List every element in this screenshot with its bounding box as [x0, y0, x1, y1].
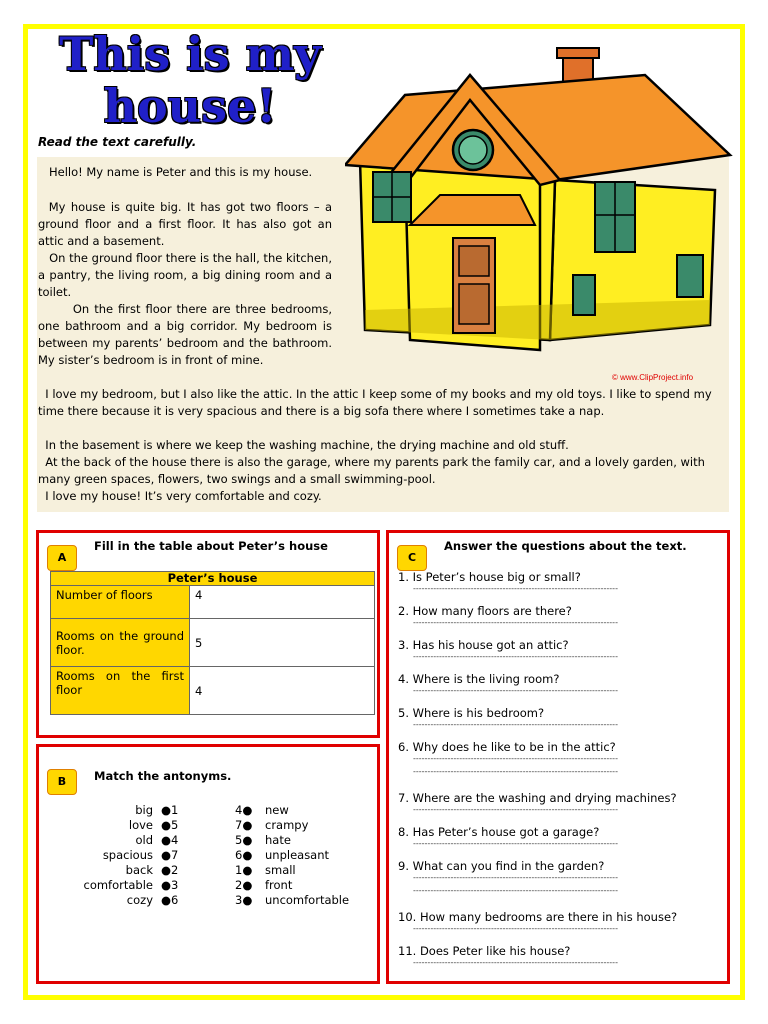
- antonym-right-word: unpleasant: [265, 848, 330, 862]
- question-text: 9. What can you find in the garden?: [398, 859, 605, 873]
- answer-line[interactable]: -----------------------------------------------------------------------: [413, 755, 618, 763]
- question-text: 3. Has his house got an attic?: [398, 638, 569, 652]
- antonym-row: [39, 878, 369, 893]
- section-a-badge: A: [47, 545, 77, 571]
- antonym-left-word: love: [128, 818, 153, 832]
- antonym-left-word: spacious: [102, 848, 153, 862]
- paragraph-1: Hello! My name is Peter and this is my house.: [38, 165, 313, 179]
- answer-line[interactable]: -----------------------------------------------------------------------: [413, 619, 618, 627]
- table-header: Peter’s house: [51, 572, 375, 586]
- answer-line[interactable]: -----------------------------------------------------------------------: [413, 887, 618, 895]
- question-text: 10. How many bedrooms are there in his house?: [398, 910, 678, 924]
- antonym-row: [39, 833, 369, 848]
- antonym-left-point[interactable]: ●1: [161, 803, 179, 817]
- antonym-row: [39, 848, 369, 863]
- section-c-title: Answer the questions about the text.: [444, 539, 687, 553]
- paragraph-5: I love my bedroom, but I also like the attic. In the attic I keep some of my books and my old toys. I like to spend my time there because it is very spacious and there is a big sofa there where I sometimes take a nap.: [38, 387, 712, 418]
- paragraph-8: I love my house! It’s very comfortable and cozy.: [38, 489, 322, 503]
- table-row-label: Number of floors: [51, 586, 190, 619]
- antonym-left-word: cozy: [126, 893, 153, 907]
- question-text: 7. Where are the washing and drying machines?: [398, 791, 677, 805]
- answer-line[interactable]: -----------------------------------------------------------------------: [413, 687, 618, 695]
- paragraph-3: On the ground floor there is the hall, the kitchen, a pantry, the living room, a big dining room and a toilet.: [38, 251, 332, 299]
- instruction: Read the text carefully.: [38, 135, 197, 149]
- answer-line[interactable]: -----------------------------------------------------------------------: [413, 721, 618, 729]
- antonym-right-word: small: [265, 863, 296, 877]
- answer-line[interactable]: -----------------------------------------------------------------------: [413, 874, 618, 882]
- antonym-row: [39, 818, 369, 833]
- antonym-right-point[interactable]: 4●: [235, 803, 253, 817]
- antonym-right-point[interactable]: 2●: [235, 878, 253, 892]
- section-c-badge: C: [397, 545, 427, 571]
- paragraph-4: On the first floor there are three bedrooms, one bathroom and a big corridor. My bedroom is between my parents’ bedroom and the bathroom. My sister’s bedroom is in front of mine.: [38, 302, 332, 367]
- answer-line[interactable]: -----------------------------------------------------------------------: [413, 585, 618, 593]
- page-title: [30, 28, 350, 132]
- table-row-value[interactable]: 4: [190, 667, 375, 715]
- antonym-left-word: back: [125, 863, 153, 877]
- question-text: 11. Does Peter like his house?: [398, 944, 571, 958]
- antonym-right-point[interactable]: 3●: [235, 893, 253, 907]
- antonym-right-point[interactable]: 5●: [235, 833, 253, 847]
- antonym-left-word: comfortable: [83, 878, 153, 892]
- antonym-right-word: hate: [265, 833, 291, 847]
- answer-line[interactable]: -----------------------------------------------------------------------: [413, 959, 618, 967]
- question-text: 1. Is Peter’s house big or small?: [398, 570, 581, 584]
- question-text: 6. Why does he like to be in the attic?: [398, 740, 616, 754]
- section-b-box: [36, 744, 380, 984]
- table-row-value[interactable]: 4: [190, 586, 375, 619]
- answer-line[interactable]: -----------------------------------------------------------------------: [413, 806, 618, 814]
- antonym-left-point[interactable]: ●5: [161, 818, 179, 832]
- answer-line[interactable]: -----------------------------------------------------------------------: [413, 925, 618, 933]
- section-c-box: [386, 530, 730, 984]
- image-credit: © www.ClipProject.info: [612, 373, 694, 382]
- peters-house-table: [50, 571, 375, 715]
- title-line-2: house!: [103, 79, 277, 133]
- answer-line[interactable]: -----------------------------------------------------------------------: [413, 653, 618, 661]
- antonym-right-word: uncomfortable: [265, 893, 350, 907]
- antonym-left-point[interactable]: ●7: [161, 848, 179, 862]
- question-text: 5. Where is his bedroom?: [398, 706, 545, 720]
- antonym-row: [39, 893, 369, 908]
- section-a-title: Fill in the table about Peter’s house: [94, 539, 328, 553]
- house-illustration: [345, 40, 735, 370]
- table-row-value[interactable]: 5: [190, 619, 375, 667]
- antonym-left-word: old: [135, 833, 153, 847]
- antonym-right-point[interactable]: 6●: [235, 848, 253, 862]
- paragraph-2: My house is quite big. It has got two floors – a ground floor and a first floor. It has also got an attic and a basement.: [38, 200, 332, 248]
- section-b-badge: B: [47, 769, 77, 795]
- antonym-right-word: front: [265, 878, 293, 892]
- antonym-row: [39, 863, 369, 878]
- antonym-right-point[interactable]: 1●: [235, 863, 253, 877]
- antonym-right-word: new: [265, 803, 289, 817]
- paragraph-6: In the basement is where we keep the washing machine, the drying machine and old stuff.: [38, 438, 569, 452]
- antonym-right-word: crampy: [265, 818, 309, 832]
- table-row-label: Rooms on the ground floor.: [51, 619, 190, 667]
- answer-line[interactable]: -----------------------------------------------------------------------: [413, 768, 618, 776]
- antonym-left-point[interactable]: ●6: [161, 893, 179, 907]
- answer-line[interactable]: -----------------------------------------------------------------------: [413, 840, 618, 848]
- table-row-label: Rooms on the first floor: [51, 667, 190, 715]
- section-a-box: [36, 530, 380, 738]
- section-b-title: Match the antonyms.: [94, 769, 232, 783]
- antonym-right-point[interactable]: 7●: [235, 818, 253, 832]
- antonym-left-point[interactable]: ●4: [161, 833, 179, 847]
- antonym-left-point[interactable]: ●2: [161, 863, 179, 877]
- paragraph-7: At the back of the house there is also the garage, where my parents park the family car, and a lovely garden, with many green spaces, flowers, two swings and a small swimming-pool.: [38, 455, 705, 486]
- antonym-left-point[interactable]: ●3: [161, 878, 179, 892]
- question-text: 4. Where is the living room?: [398, 672, 560, 686]
- question-text: 8. Has Peter’s house got a garage?: [398, 825, 600, 839]
- title-line-1: This is my: [59, 27, 321, 81]
- antonym-left-word: big: [135, 803, 153, 817]
- antonym-row: [39, 803, 369, 818]
- question-text: 2. How many floors are there?: [398, 604, 572, 618]
